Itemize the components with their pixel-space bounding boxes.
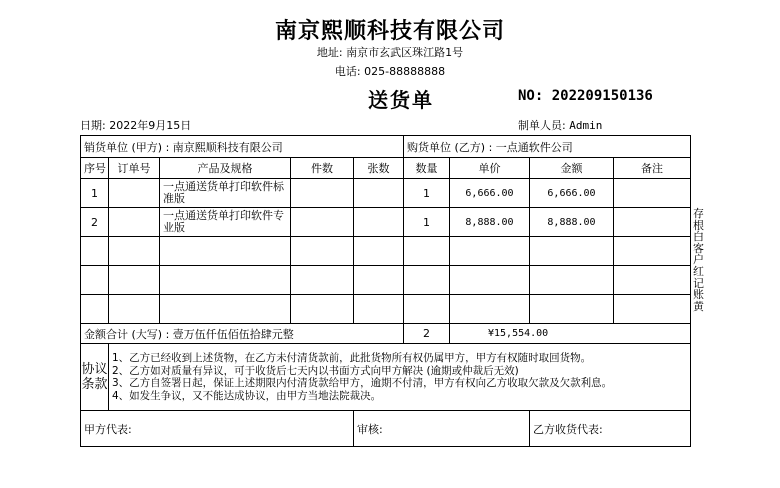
parties-row [81,136,691,158]
total-row [81,324,691,344]
maker-value: Admin [569,119,603,132]
header-row [81,158,691,179]
cell-pieces [291,266,354,295]
copy-distribution-note: 存根白客户红记账黄 [693,207,704,313]
company-address: 地址: 南京市玄武区珠江路1号 [316,46,464,59]
cell-order [109,295,160,324]
delivery-table [80,135,691,447]
cell-amount: 8,888.00 [530,208,614,237]
col-header: 件数 [291,158,354,179]
cell-seq [81,266,109,295]
cell-note [614,237,691,266]
party-a-signature: 甲方代表: [81,411,354,447]
cell-seq: 1 [81,179,109,208]
total-amount: ¥15,554.00 [450,324,691,344]
company-name: 南京熙顺科技有限公司 [274,18,505,44]
col-header: 订单号 [109,158,160,179]
agreement-term: 3、乙方自签署日起，保证上述期限内付清货款给甲方，逾期不付清，甲方有权向乙方收取欠款及欠款利息。 [112,377,613,389]
cell-note [614,266,691,295]
agreement-term: 1、乙方已经收到上述货物，在乙方未付清货款前，此批货物所有权仍属甲方，甲方有权随时取回货物。 [112,352,592,364]
cell-note [614,208,691,237]
col-header: 张数 [354,158,404,179]
cell-pieces [291,237,354,266]
agreement-label: 协议条款 [81,344,109,411]
document-title: 送货单 [368,88,434,112]
cell-order [109,208,160,237]
col-header: 产品及规格 [160,158,291,179]
document-maker [518,117,602,133]
cell-price [450,237,530,266]
cell-pieces [291,179,354,208]
cell-sheets [354,208,404,237]
table-row [81,179,691,208]
cell-qty: 1 [404,179,450,208]
cell-sheets [354,179,404,208]
agreement-term: 4、如发生争议，又不能达成协议，由甲方当地法院裁决。 [112,389,382,402]
document-date: 日期: 2022年9月15日 [80,119,192,132]
cell-product: 一点通送货单打印软件标准版 [160,179,291,208]
party-b-signature: 乙方收货代表: [530,411,691,447]
table-row [81,237,691,266]
table-row [81,266,691,295]
cell-order [109,266,160,295]
cell-qty [404,295,450,324]
agreement-terms [109,344,691,411]
cell-product [160,295,291,324]
review-signature: 审核: [354,411,530,447]
cell-note [614,295,691,324]
cell-amount [530,266,614,295]
table-row [81,295,691,324]
cell-sheets [354,237,404,266]
col-header: 备注 [614,158,691,179]
total-label: 金额合计 (大写) : 壹万伍仟伍佰伍拾肆元整 [81,324,404,344]
col-header: 序号 [81,158,109,179]
cell-qty [404,266,450,295]
cell-note [614,179,691,208]
cell-amount [530,237,614,266]
cell-price: 6,666.00 [450,179,530,208]
cell-seq [81,237,109,266]
cell-price [450,295,530,324]
cell-price [450,266,530,295]
cell-qty: 1 [404,208,450,237]
col-header: 数量 [404,158,450,179]
company-phone: 电话: 025-88888888 [334,65,446,78]
agreement-term: 2、乙方如对质量有异议，可于收货后七天内以书面方式向甲方解决 (逾期或仲裁后无效) [112,364,519,377]
cell-amount: 6,666.00 [530,179,614,208]
seller-cell: 销货单位 (甲方) : 南京熙顺科技有限公司 [81,136,404,158]
cell-order [109,179,160,208]
total-qty: 2 [404,324,450,344]
cell-seq [81,295,109,324]
cell-product [160,266,291,295]
agreement-row [81,344,691,411]
signature-row [81,411,691,447]
cell-sheets [354,295,404,324]
cell-sheets [354,266,404,295]
cell-product: 一点通送货单打印软件专业版 [160,208,291,237]
cell-order [109,237,160,266]
cell-amount [530,295,614,324]
cell-seq: 2 [81,208,109,237]
col-header: 金额 [530,158,614,179]
cell-price: 8,888.00 [450,208,530,237]
cell-qty [404,237,450,266]
cell-pieces [291,295,354,324]
maker-label: 制单人员: [518,119,570,132]
document-number: NO: 202209150136 [518,88,653,104]
cell-product [160,237,291,266]
col-header: 单价 [450,158,530,179]
table-row [81,208,691,237]
buyer-cell: 购货单位 (乙方) : 一点通软件公司 [404,136,691,158]
cell-pieces [291,208,354,237]
